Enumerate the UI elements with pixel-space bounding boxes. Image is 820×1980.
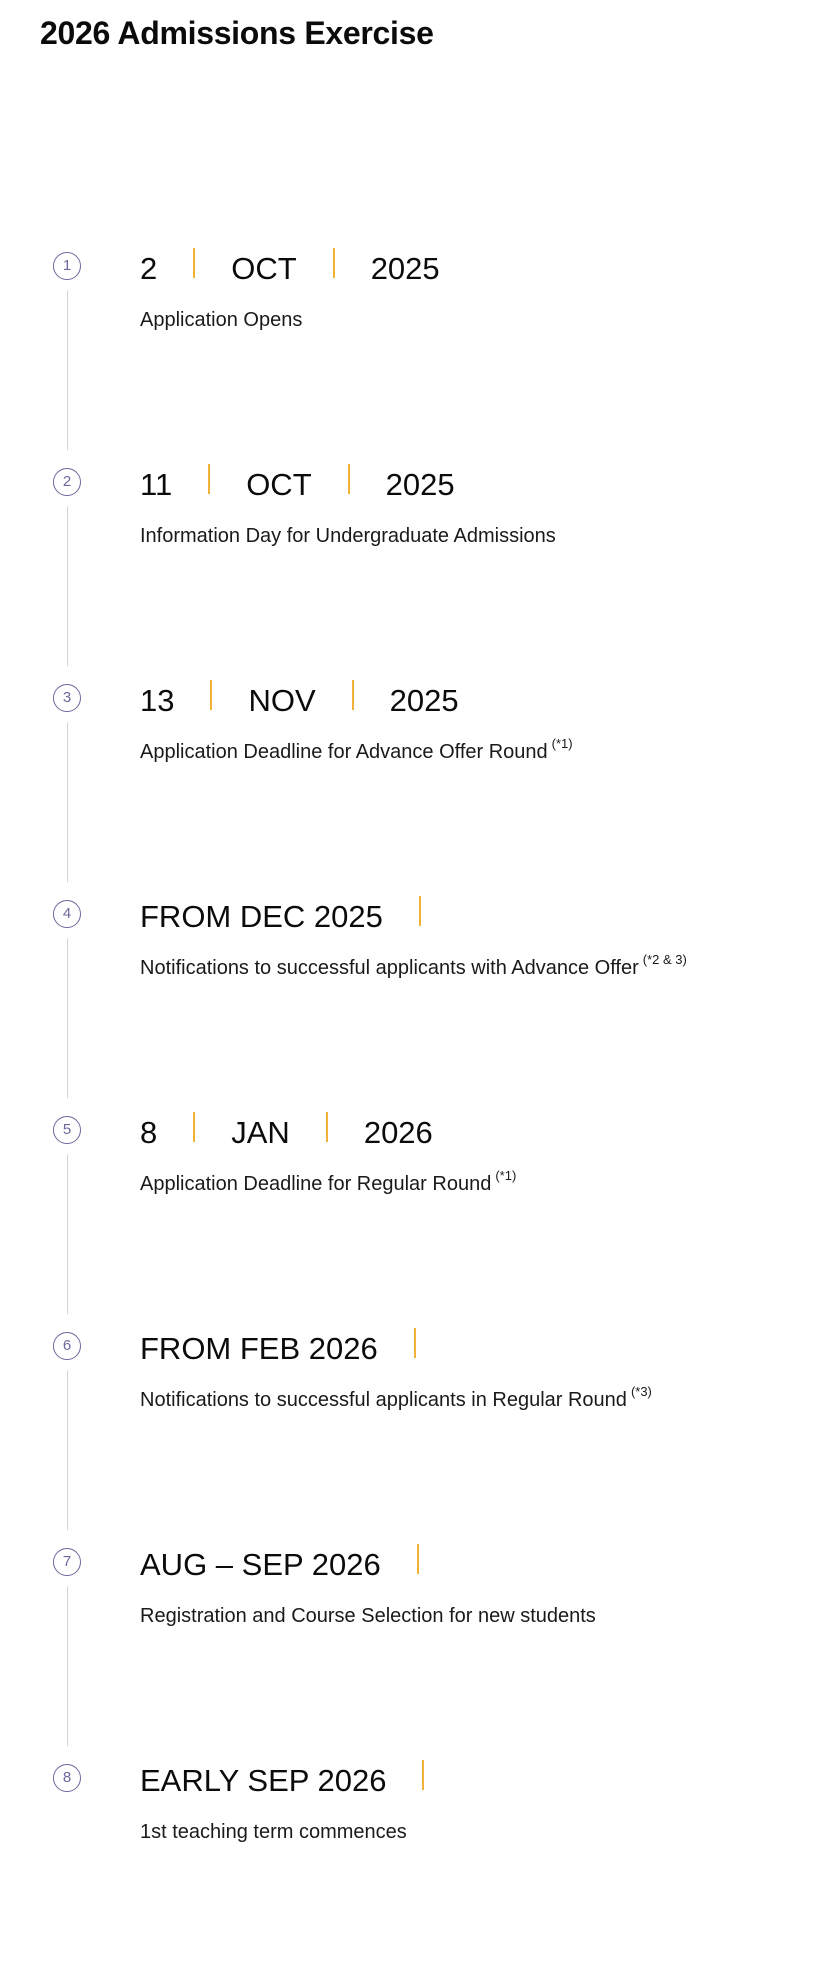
step-number-badge: 5 bbox=[53, 1116, 81, 1144]
event-description bbox=[140, 952, 687, 980]
date-year: 2026 bbox=[363, 1115, 433, 1150]
timeline-connector bbox=[67, 1370, 68, 1530]
timeline-event bbox=[0, 468, 820, 684]
date-separator bbox=[193, 248, 195, 278]
step-number-badge: 6 bbox=[53, 1332, 81, 1360]
timeline-connector bbox=[67, 938, 68, 1098]
timeline-event bbox=[0, 1548, 820, 1764]
step-number-badge: 2 bbox=[53, 468, 81, 496]
step-number-badge: 4 bbox=[53, 900, 81, 928]
event-description bbox=[140, 1604, 596, 1628]
date-separator bbox=[193, 1112, 195, 1142]
timeline-event bbox=[0, 252, 820, 468]
event-description-text: Notifications to successful applicants in Regular Round bbox=[140, 1389, 627, 1411]
date-month: JAN bbox=[231, 1115, 290, 1150]
date-separator bbox=[422, 1760, 424, 1790]
step-number-badge: 7 bbox=[53, 1548, 81, 1576]
admissions-timeline bbox=[0, 252, 820, 1980]
date-year: 2025 bbox=[389, 683, 459, 718]
date-separator bbox=[208, 464, 210, 494]
date-period: EARLY SEP 2026 bbox=[140, 1763, 387, 1798]
timeline-connector bbox=[67, 722, 68, 882]
date-separator bbox=[333, 248, 335, 278]
date-separator bbox=[348, 464, 350, 494]
event-date bbox=[140, 250, 440, 288]
date-period: AUG – SEP 2026 bbox=[140, 1547, 381, 1582]
date-month: NOV bbox=[248, 683, 316, 718]
date-day: 8 bbox=[140, 1115, 158, 1150]
timeline-connector bbox=[67, 1154, 68, 1314]
date-day: 2 bbox=[140, 251, 158, 286]
event-description bbox=[140, 524, 556, 548]
date-day: 13 bbox=[140, 683, 175, 718]
footnote-ref: (*1) bbox=[495, 1168, 517, 1184]
event-description bbox=[140, 1820, 407, 1844]
page-title: 2026 Admissions Exercise bbox=[40, 15, 434, 51]
event-description bbox=[140, 1168, 517, 1196]
event-date bbox=[140, 466, 455, 504]
date-year: 2025 bbox=[385, 467, 455, 502]
event-description bbox=[140, 308, 302, 332]
date-separator bbox=[417, 1544, 419, 1574]
timeline-event bbox=[0, 1116, 820, 1332]
timeline-event bbox=[0, 1332, 820, 1548]
date-day: 11 bbox=[140, 467, 173, 502]
timeline-connector bbox=[67, 290, 68, 450]
footnote-ref: (*3) bbox=[630, 1384, 652, 1400]
event-date bbox=[140, 1546, 419, 1584]
event-description-text: Application Opens bbox=[140, 309, 303, 331]
event-description-text: Application Deadline for Advance Offer Round bbox=[140, 741, 548, 763]
event-date bbox=[140, 682, 459, 720]
event-date bbox=[140, 1330, 416, 1368]
timeline-event bbox=[0, 1764, 820, 1980]
event-date bbox=[140, 898, 421, 936]
event-description bbox=[140, 1384, 652, 1412]
step-number-badge: 3 bbox=[53, 684, 81, 712]
footnote-ref: (*1) bbox=[551, 736, 573, 752]
event-description-text: Registration and Course Selection for new students bbox=[140, 1605, 596, 1627]
date-month: OCT bbox=[231, 251, 297, 286]
footnote-ref: (*2 & 3) bbox=[642, 952, 687, 968]
date-separator bbox=[326, 1112, 328, 1142]
timeline-connector bbox=[67, 1586, 68, 1746]
event-description-text: Information Day for Undergraduate Admissions bbox=[140, 525, 556, 547]
step-number-badge: 1 bbox=[53, 252, 81, 280]
date-year: 2025 bbox=[370, 251, 440, 286]
event-date bbox=[140, 1114, 433, 1152]
event-description-text: Application Deadline for Regular Round bbox=[140, 1173, 492, 1195]
date-separator bbox=[414, 1328, 416, 1358]
timeline-connector bbox=[67, 506, 68, 666]
event-date bbox=[140, 1762, 424, 1800]
event-description-text: 1st teaching term commences bbox=[140, 1821, 407, 1843]
timeline-event bbox=[0, 684, 820, 900]
date-separator bbox=[210, 680, 212, 710]
date-separator bbox=[419, 896, 421, 926]
date-period: FROM DEC 2025 bbox=[140, 899, 383, 934]
date-month: OCT bbox=[246, 467, 312, 502]
event-description bbox=[140, 736, 573, 764]
date-separator bbox=[352, 680, 354, 710]
date-period: FROM FEB 2026 bbox=[140, 1331, 378, 1366]
event-description-text: Notifications to successful applicants with Advance Offer bbox=[140, 957, 639, 979]
step-number-badge: 8 bbox=[53, 1764, 81, 1792]
timeline-event bbox=[0, 900, 820, 1116]
